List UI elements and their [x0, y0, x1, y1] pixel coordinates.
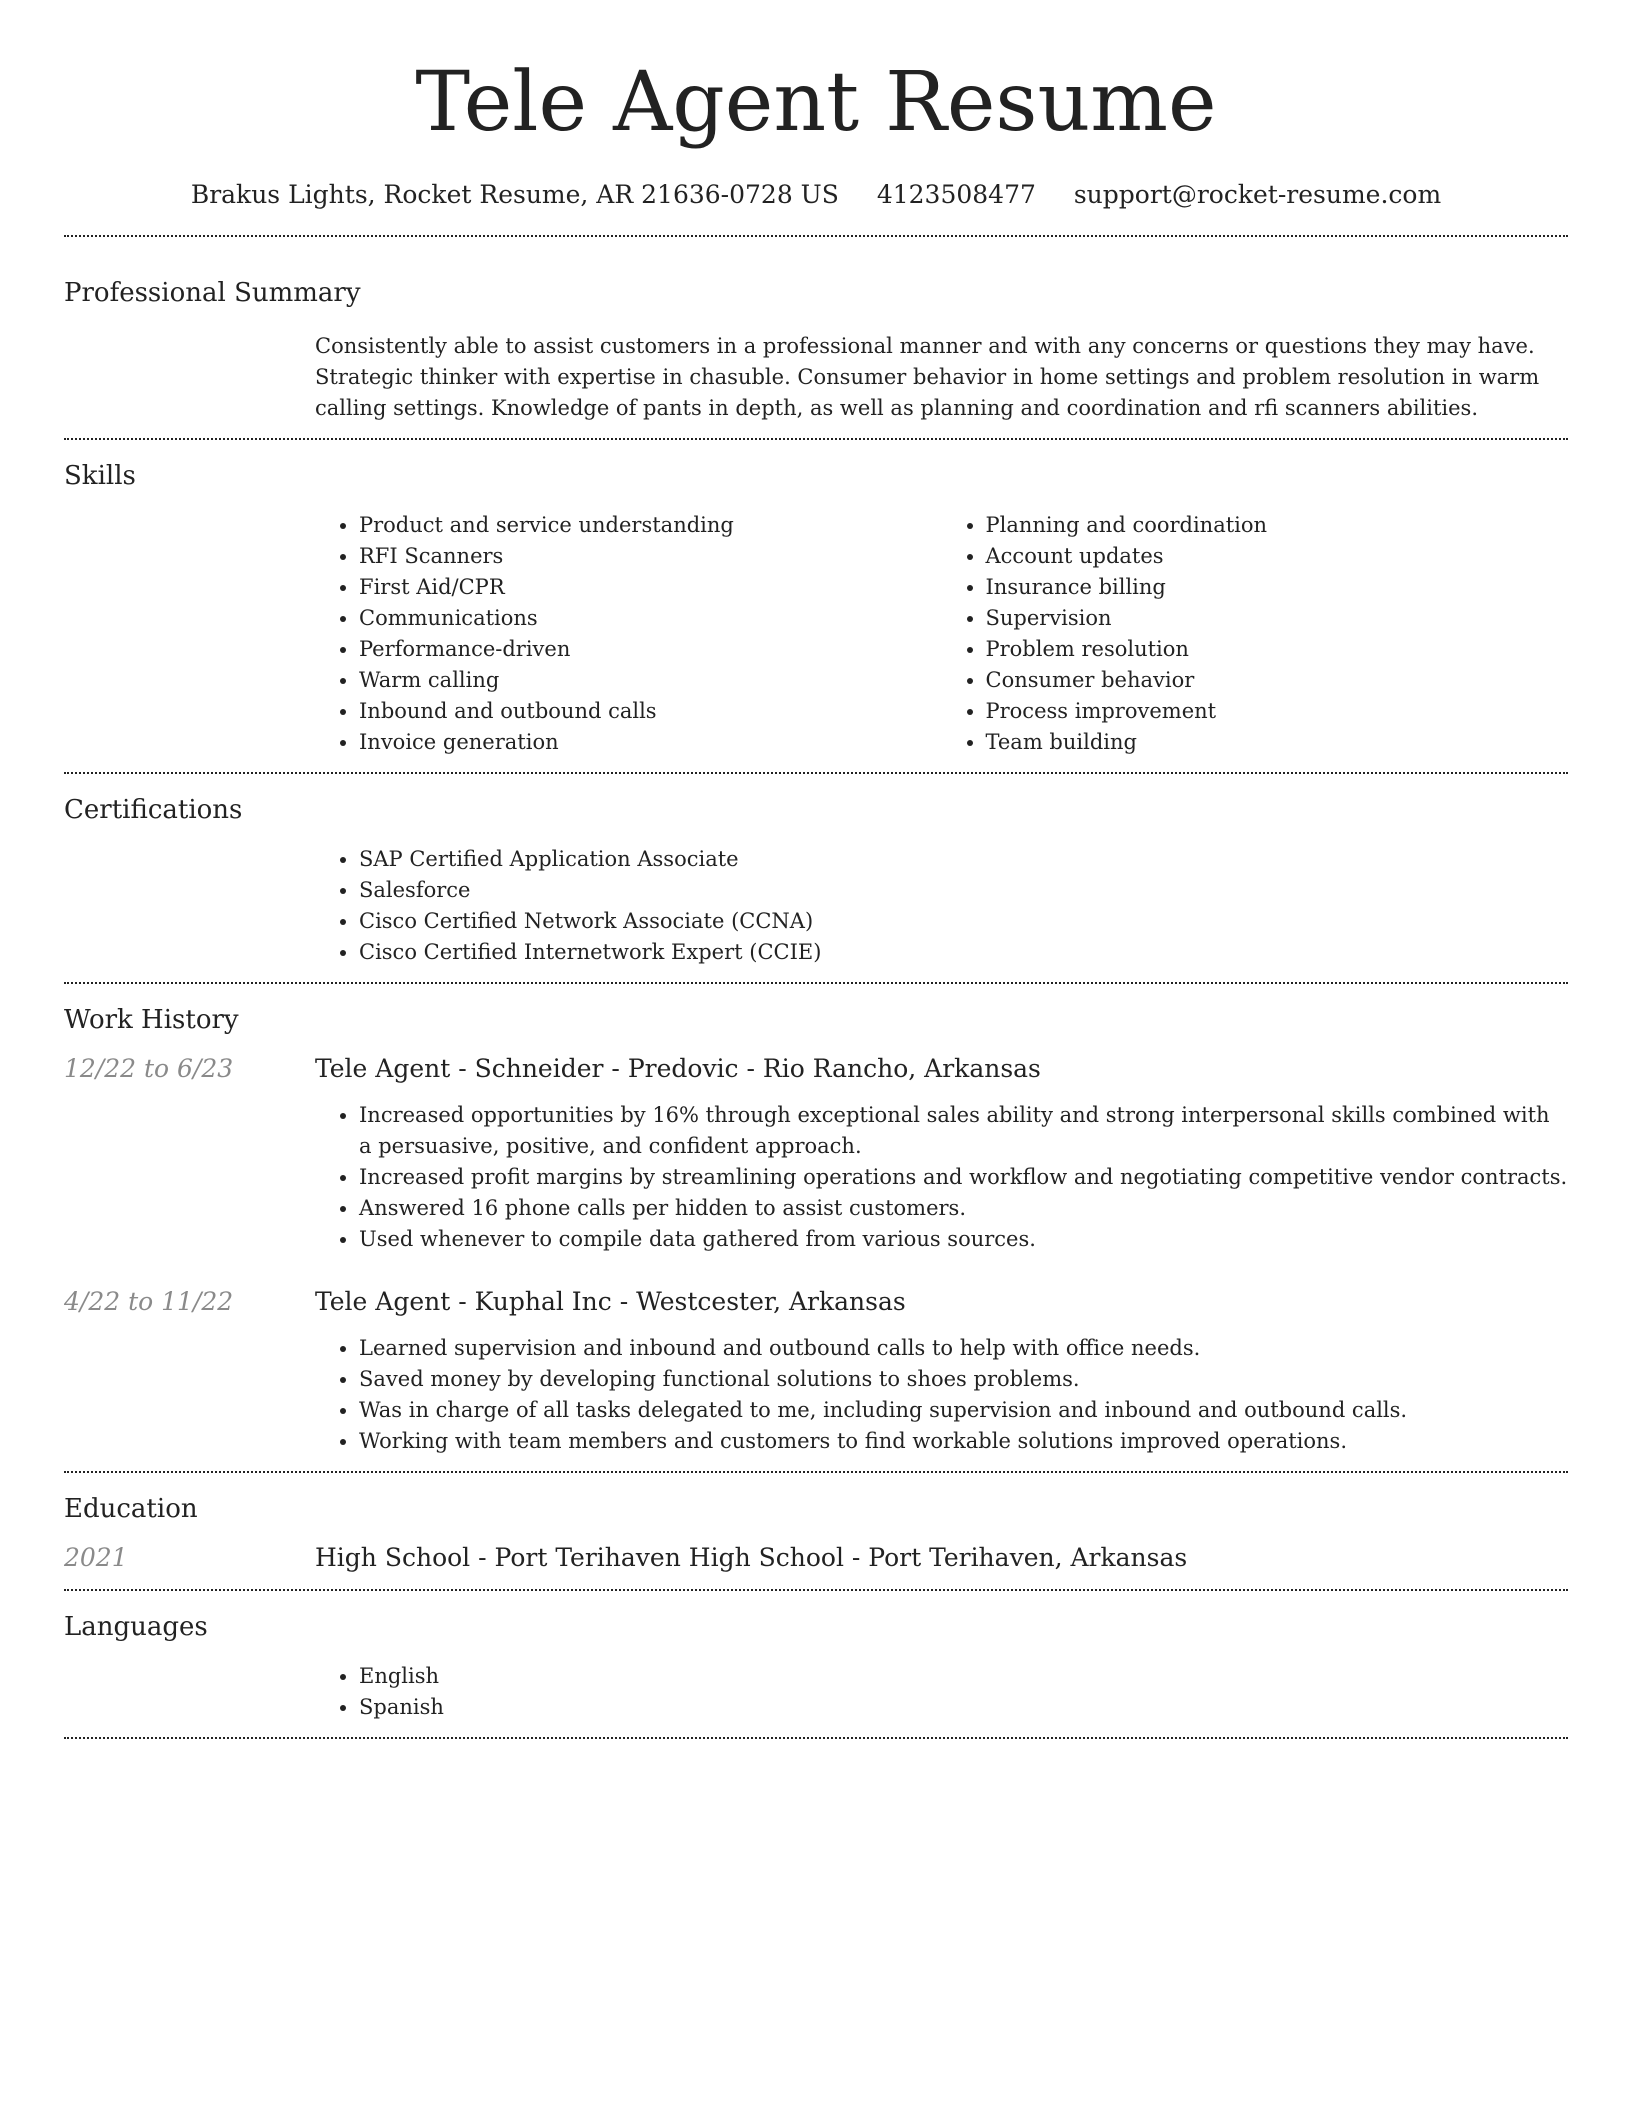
education-body	[315, 1541, 1568, 1575]
resume-title: Tele Agent Resume	[415, 55, 1217, 150]
job-bullet: • Saved money by developing functional solutions to shoes problems.	[359, 1364, 1568, 1395]
certification-item: • Cisco Certified Network Associate (CCNA)	[359, 906, 1568, 937]
languages-content	[315, 1661, 1568, 1723]
job-entry	[64, 1285, 1568, 1457]
job-bullets	[315, 1333, 1568, 1457]
languages-list	[315, 1661, 1568, 1723]
skill-item: • Consumer behavior	[986, 665, 1569, 696]
skills-heading: Skills	[64, 461, 136, 491]
summary-section	[64, 237, 1568, 438]
job-bullet: • Was in charge of all tasks delegated to me, including supervision and inbound and outbound calls.	[359, 1395, 1568, 1426]
summary-heading: Professional Summary	[64, 278, 361, 308]
language-item: • Spanish	[359, 1692, 1568, 1723]
certification-item: • SAP Certified Application Associate	[359, 844, 1568, 875]
skill-item: • Team building	[986, 727, 1569, 758]
contact-email: support@rocket-resume.com	[1073, 180, 1442, 209]
skill-item: • Performance-driven	[359, 634, 942, 665]
certification-item: • Cisco Certified Internetwork Expert (CCIE)	[359, 937, 1568, 968]
skill-item: • Account updates	[986, 541, 1569, 572]
certification-item: • Salesforce	[359, 875, 1568, 906]
work-history-heading: Work History	[64, 1005, 239, 1035]
job-bullet: • Learned supervision and inbound and outbound calls to help with office needs.	[359, 1333, 1568, 1364]
job-title: Tele Agent - Schneider - Predovic - Rio Rancho, Arkansas	[315, 1054, 1041, 1083]
job-bullets	[315, 1100, 1568, 1255]
job-bullet: • Increased profit margins by streamlining operations and workflow and negotiating competitive vendor contracts.	[359, 1162, 1568, 1193]
job-body	[315, 1285, 1568, 1457]
job-body	[315, 1052, 1568, 1255]
skill-item: • Invoice generation	[359, 727, 942, 758]
skill-item: • Process improvement	[986, 696, 1569, 727]
section-divider	[64, 1737, 1568, 1739]
certifications-heading: Certifications	[64, 795, 243, 825]
education-detail: High School - Port Terihaven High School - Port Terihaven, Arkansas	[315, 1543, 1188, 1572]
work-history-section	[64, 984, 1568, 1471]
summary-content	[315, 331, 1568, 424]
education-year: 2021	[64, 1543, 128, 1572]
job-bullet: • Answered 16 phone calls per hidden to assist customers.	[359, 1193, 1568, 1224]
job-title: Tele Agent - Kuphal Inc - Westcester, Arkansas	[315, 1287, 906, 1316]
skill-item: • Warm calling	[359, 665, 942, 696]
contact-address: Brakus Lights, Rocket Resume, AR 21636-0728 US	[190, 180, 839, 209]
resume-header	[64, 0, 1568, 212]
education-heading: Education	[64, 1494, 198, 1524]
skill-item: • Planning and coordination	[986, 510, 1569, 541]
skill-item: • Inbound and outbound calls	[359, 696, 942, 727]
skill-item: • RFI Scanners	[359, 541, 942, 572]
skill-item: • Insurance billing	[986, 572, 1569, 603]
job-bullet: • Increased opportunities by 16% through exceptional sales ability and strong interpersonal skills combined with a persuasive, positive, and confident approach.	[359, 1100, 1568, 1162]
skill-item: • First Aid/CPR	[359, 572, 942, 603]
contact-line	[64, 178, 1568, 212]
education-section	[64, 1473, 1568, 1589]
skill-item: • Product and service understanding	[359, 510, 942, 541]
job-bullet: • Used whenever to compile data gathered from various sources.	[359, 1224, 1568, 1255]
skills-grid	[315, 510, 1568, 758]
contact-phone: 4123508477	[876, 180, 1036, 209]
languages-heading: Languages	[64, 1612, 208, 1642]
job-entry	[64, 1052, 1568, 1255]
job-dates: 12/22 to 6/23	[64, 1054, 234, 1083]
skills-section	[64, 440, 1568, 772]
language-item: • English	[359, 1661, 1568, 1692]
skill-item: • Problem resolution	[986, 634, 1569, 665]
summary-text: Consistently able to assist customers in a professional manner and with any concerns or questions they may have. Strategic thinker with expertise in chasuble. Consumer behavior in home settings and problem resolution in warm calling settings. Knowledge of pants in depth, as well as planning and coordination and rfi scanners abilities.	[315, 334, 1540, 420]
certifications-list	[315, 844, 1568, 968]
languages-section	[64, 1591, 1568, 1737]
certifications-content	[315, 844, 1568, 968]
certifications-section	[64, 774, 1568, 982]
skills-list-right	[942, 510, 1569, 758]
job-dates: 4/22 to 11/22	[64, 1287, 234, 1316]
skill-item: • Communications	[359, 603, 942, 634]
skills-list-left	[315, 510, 942, 758]
education-entry	[64, 1541, 1568, 1575]
job-bullet: • Working with team members and customers to find workable solutions improved operations.	[359, 1426, 1568, 1457]
skill-item: • Supervision	[986, 603, 1569, 634]
